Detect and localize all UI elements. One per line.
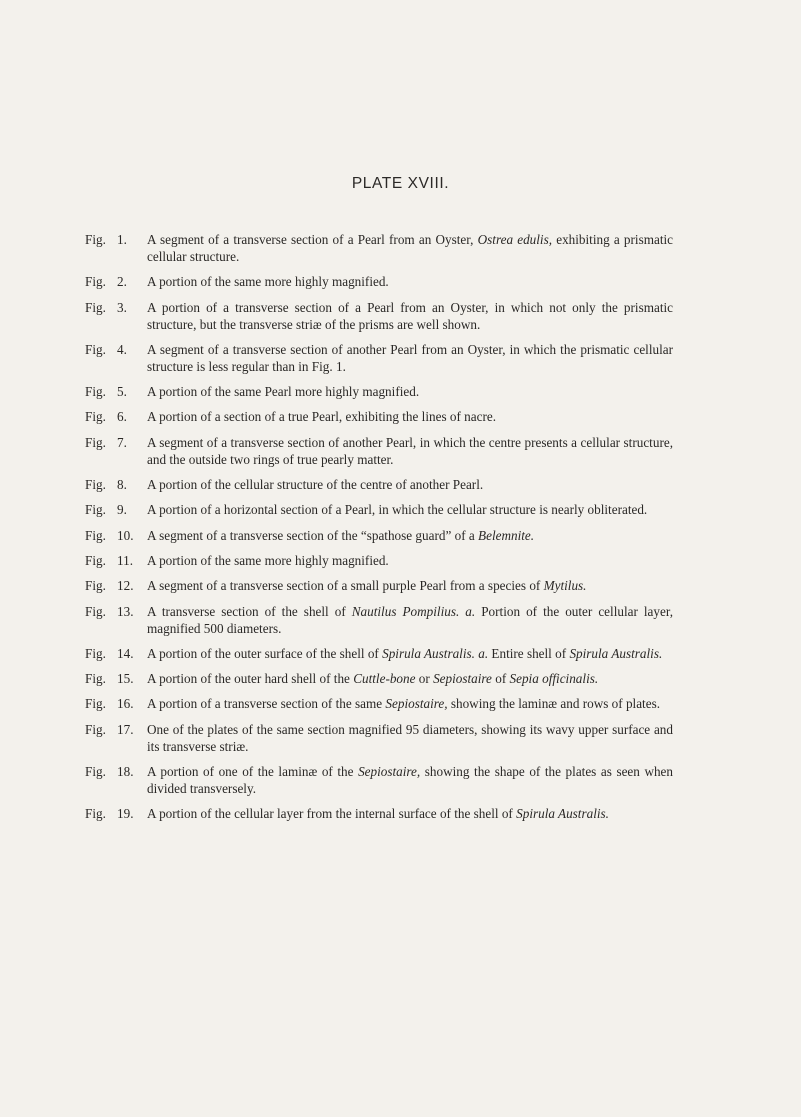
figure-description — [147, 434, 673, 468]
figure-number: 9. — [117, 502, 127, 518]
text-run: A segment of a transverse section of a Pearl from an Oyster, — [147, 232, 478, 247]
figure-label: Fig. — [85, 671, 106, 687]
italic-text-run: Spirula Australis. — [382, 645, 475, 661]
figure-caption — [85, 527, 673, 544]
figure-number: 6. — [117, 409, 127, 425]
figure-description — [147, 645, 673, 662]
figure-caption — [85, 721, 673, 755]
figure-caption — [85, 231, 673, 265]
text-run: Portion of the outer cellular layer, magnified 500 diameters. — [147, 603, 674, 636]
text-run: of — [491, 671, 510, 687]
figure-description — [147, 341, 673, 375]
figure-caption — [85, 763, 673, 797]
text-run: A portion of a transverse section of the same — [147, 696, 386, 712]
figure-description — [147, 670, 673, 687]
italic-text-run: Sepiostaire, — [385, 696, 448, 712]
text-run: A portion of the outer surface of the shell of — [147, 645, 383, 661]
figure-number: 11. — [117, 552, 133, 568]
figure-caption-list — [85, 231, 673, 831]
italic-text-run: Sepiostaire, — [358, 764, 421, 780]
italic-text-run: a. — [465, 603, 476, 619]
figure-caption — [85, 552, 673, 569]
figure-label: Fig. — [85, 434, 106, 450]
figure-number: 13. — [117, 603, 134, 619]
italic-text-run: Spirula Australis. — [516, 806, 609, 822]
text-run: A portion of a section of a true Pearl, exhibiting the lines of nacre. — [147, 409, 496, 425]
figure-caption — [85, 645, 673, 662]
figure-number: 5. — [117, 384, 127, 400]
figure-description — [147, 273, 673, 290]
italic-text-run: a. — [478, 645, 489, 661]
figure-caption — [85, 434, 673, 468]
figure-number: 7. — [117, 434, 127, 450]
figure-description — [147, 476, 673, 493]
figure-caption — [85, 603, 673, 637]
figure-number: 4. — [117, 341, 127, 357]
text-run: One of the plates of the same section magnified 95 diameters, showing its wavy upper surface and its transverse striæ. — [147, 721, 673, 754]
figure-description — [147, 577, 673, 594]
text-run: A portion of one of the laminæ of the — [147, 764, 359, 780]
figure-label: Fig. — [85, 232, 106, 247]
figure-label: Fig. — [85, 341, 106, 357]
text-run: A portion of the cellular structure of the centre of another Pearl. — [147, 477, 484, 493]
figure-description — [147, 552, 673, 569]
figure-description — [147, 695, 673, 712]
figure-description — [147, 501, 673, 518]
figure-label: Fig. — [85, 552, 106, 568]
figure-caption — [85, 299, 673, 333]
figure-description — [147, 603, 673, 637]
figure-number: 10. — [117, 527, 134, 543]
figure-number: 17. — [117, 721, 134, 737]
figure-number: 15. — [117, 671, 134, 687]
text-run: A segment of a transverse section of another Pearl, in which the centre presents a cellular structure, and the outside two rings of true pearly matter. — [147, 434, 673, 467]
figure-caption — [85, 476, 673, 493]
italic-text-run: Ostrea edulis, — [477, 232, 553, 247]
text-run: A transverse section of the shell of — [147, 603, 352, 619]
text-run: or — [415, 671, 434, 687]
figure-caption — [85, 408, 673, 425]
text-run: A portion of a transverse section of a Pearl from an Oyster, in which not only the prismatic structure, but the transverse striæ of the prisms are well shown. — [147, 299, 673, 332]
figure-description — [147, 383, 673, 400]
figure-number: 16. — [117, 696, 134, 712]
figure-number: 3. — [117, 299, 127, 315]
figure-label: Fig. — [85, 527, 106, 543]
figure-caption — [85, 805, 673, 822]
figure-label: Fig. — [85, 764, 106, 780]
figure-description — [147, 299, 673, 333]
text-run: A portion of the same Pearl more highly magnified. — [147, 384, 420, 400]
figure-label: Fig. — [85, 477, 106, 493]
italic-text-run: Belemnite. — [478, 527, 535, 543]
figure-description — [147, 721, 673, 755]
figure-label: Fig. — [85, 502, 106, 518]
text-run: showing the shape of the plates as seen when divided transversely. — [147, 764, 674, 797]
figure-description — [147, 527, 673, 544]
figure-caption — [85, 670, 673, 687]
figure-number: 12. — [117, 578, 134, 594]
figure-label: Fig. — [85, 578, 106, 594]
figure-description — [147, 763, 673, 797]
figure-caption — [85, 501, 673, 518]
italic-text-run: Mytilus. — [543, 578, 587, 594]
figure-label: Fig. — [85, 806, 106, 822]
text-run: A segment of a transverse section of a small purple Pearl from a species of — [147, 578, 544, 594]
figure-description — [147, 231, 673, 265]
italic-text-run: Cuttle-bone — [353, 671, 416, 687]
text-run: showing the laminæ and rows of plates. — [447, 696, 660, 712]
text-run: A portion of the outer hard shell of the — [147, 671, 354, 687]
text-run: A portion of a horizontal section of a Pearl, in which the cellular structure is nearly obliterated. — [147, 502, 648, 518]
figure-label: Fig. — [85, 696, 106, 712]
text-run: A portion of the same more highly magnified. — [147, 552, 389, 568]
figure-caption — [85, 695, 673, 712]
figure-number: 19. — [117, 806, 134, 822]
italic-text-run: Sepiostaire — [433, 671, 492, 687]
figure-label: Fig. — [85, 721, 106, 737]
figure-label: Fig. — [85, 603, 106, 619]
figure-label: Fig. — [85, 384, 106, 400]
figure-caption — [85, 341, 673, 375]
figure-caption — [85, 383, 673, 400]
text-run: A segment of a transverse section of another Pearl from an Oyster, in which the prismatic cellular structure is less regular than in Fig. 1. — [147, 341, 673, 374]
italic-text-run: Sepia officinalis. — [509, 671, 599, 687]
figure-number: 8. — [117, 477, 127, 493]
text-run: A segment of a transverse section of the “spathose guard” of a — [147, 527, 479, 543]
figure-caption — [85, 577, 673, 594]
plate-title: PLATE XVIII. — [351, 175, 450, 192]
figure-caption — [85, 273, 673, 290]
figure-number: 1. — [117, 232, 127, 247]
figure-number: 2. — [117, 274, 127, 290]
figure-label: Fig. — [85, 645, 106, 661]
italic-text-run: Nautilus Pompilius. — [351, 603, 460, 619]
text-run: Entire shell of — [488, 645, 570, 661]
text-run: A portion of the same more highly magnified. — [147, 274, 389, 290]
text-run: exhibiting a prismatic cellular structure. — [147, 232, 674, 264]
figure-description — [147, 408, 673, 425]
figure-label: Fig. — [85, 299, 106, 315]
figure-label: Fig. — [85, 274, 106, 290]
figure-number: 14. — [117, 645, 134, 661]
figure-description — [147, 805, 673, 822]
figure-number: 18. — [117, 764, 134, 780]
text-run: A portion of the cellular layer from the internal surface of the shell of — [147, 806, 517, 822]
figure-label: Fig. — [85, 409, 106, 425]
italic-text-run: Spirula Australis. — [569, 645, 663, 661]
